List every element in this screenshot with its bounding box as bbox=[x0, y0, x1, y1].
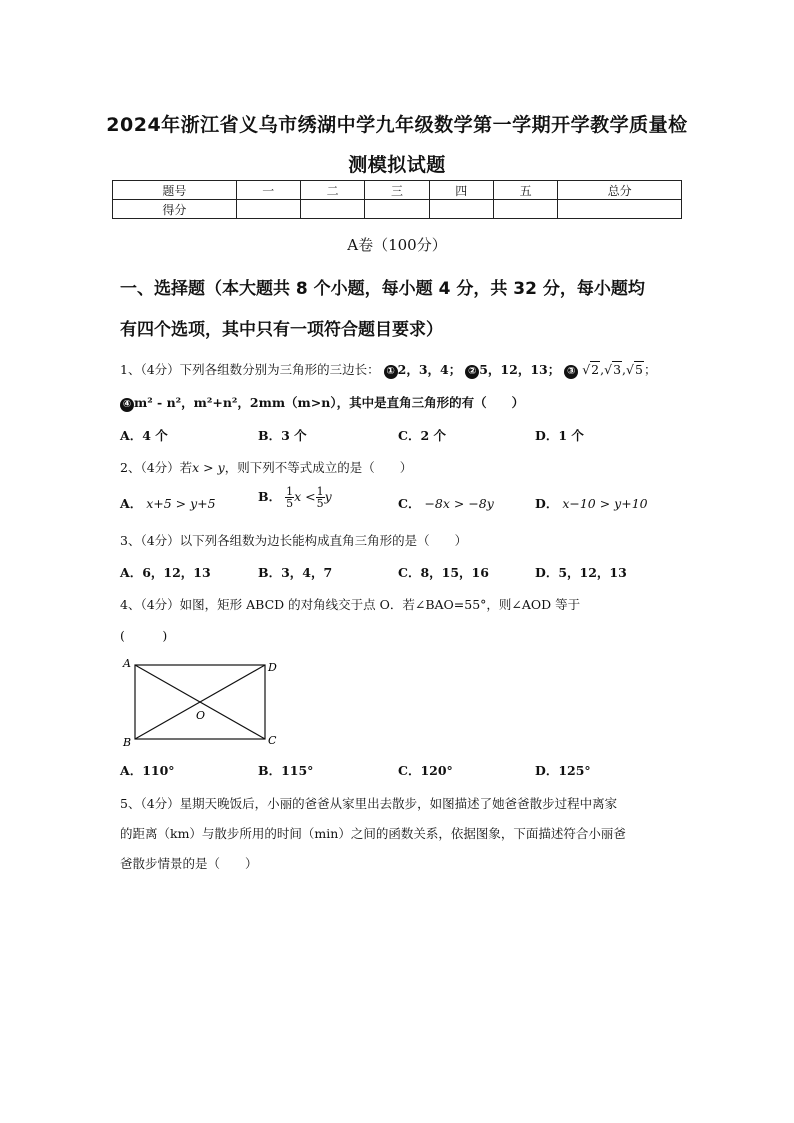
score-cell[interactable] bbox=[300, 200, 364, 219]
q3-option-a[interactable]: A．6，12，13 bbox=[120, 565, 211, 580]
q2-option-d-math: x−10 > y+10 bbox=[562, 496, 648, 511]
circled-4-icon: ④ bbox=[120, 398, 134, 412]
q4-option-a[interactable]: A．110° bbox=[120, 763, 175, 778]
score-table-header-row bbox=[113, 181, 682, 200]
q1-group1: 2，3，4； bbox=[397, 362, 462, 377]
q1-group3: √2,√3,√5； bbox=[582, 362, 657, 377]
circled-2-icon: ② bbox=[465, 365, 479, 379]
q1-option-c[interactable]: C．2 个 bbox=[398, 428, 446, 443]
score-cell[interactable] bbox=[558, 200, 682, 219]
q4-stem-line2: ( ) bbox=[120, 628, 168, 643]
section-a-heading: A卷（100分） bbox=[347, 236, 447, 254]
q5-stem-line1: 5、（4分）星期天晚饭后，小丽的爸爸从家里出去散步，如图描述了她爸爸散步过程中离家 bbox=[120, 796, 618, 811]
q3-option-c[interactable]: C．8，15，16 bbox=[398, 565, 489, 580]
q1-option-a[interactable]: A．4 个 bbox=[120, 428, 168, 443]
score-row-label: 得分 bbox=[113, 200, 237, 219]
frac-numerator: 1 bbox=[286, 485, 294, 498]
score-cell[interactable] bbox=[365, 200, 429, 219]
q1-group2: 5，12，13； bbox=[479, 362, 561, 377]
q1-option-d[interactable]: D．1 个 bbox=[535, 428, 584, 443]
score-header-cell: 五 bbox=[493, 181, 557, 200]
score-table bbox=[112, 180, 682, 219]
q4-option-c[interactable]: C．120° bbox=[398, 763, 453, 778]
q1-stem-line2 bbox=[120, 393, 524, 412]
q1-option-b[interactable]: B．3 个 bbox=[258, 428, 307, 443]
q2-option-a-label: A． bbox=[120, 496, 143, 511]
q2-option-c-label: C． bbox=[398, 496, 421, 511]
q2-option-d-label: D． bbox=[535, 496, 559, 511]
q1-root-3: 5 bbox=[634, 362, 643, 377]
score-header-cell: 一 bbox=[236, 181, 300, 200]
q2-option-b[interactable] bbox=[258, 486, 332, 509]
score-cell[interactable] bbox=[429, 200, 493, 219]
q3-stem: 3、（4分）以下列各组数为边长能构成直角三角形的是（ ） bbox=[120, 533, 468, 548]
q2-stem-math: x > y bbox=[192, 460, 225, 475]
label-c: C bbox=[268, 734, 277, 747]
q2-option-b-frac2 bbox=[316, 486, 325, 509]
q2-stem-pre: 2、（4分）若 bbox=[120, 460, 193, 475]
q1-stem: 1、（4分）下列各组数分别为三角形的三边长： bbox=[120, 362, 380, 377]
doc-title-line2: 测模拟试题 bbox=[348, 154, 446, 176]
score-header-cell: 二 bbox=[300, 181, 364, 200]
score-header-cell: 题号 bbox=[113, 181, 237, 200]
score-header-cell: 四 bbox=[429, 181, 493, 200]
q3-option-b[interactable]: B．3，4，7 bbox=[258, 565, 333, 580]
label-a: A bbox=[123, 657, 131, 670]
frac-denominator: 5 bbox=[316, 497, 324, 510]
q2-option-a[interactable] bbox=[120, 494, 216, 512]
score-header-cell: 总分 bbox=[558, 181, 682, 200]
q1-root-1: 2 bbox=[591, 362, 600, 377]
q2-option-b-x: x < bbox=[294, 489, 316, 504]
circled-1-icon: ① bbox=[384, 365, 398, 379]
q2-option-c-math: −8x > −8y bbox=[424, 496, 494, 511]
frac-denominator: 5 bbox=[286, 497, 294, 510]
q1-stem-line1 bbox=[120, 360, 656, 379]
part1-heading-line2: 有四个选项，其中只有一项符合题目要求） bbox=[120, 320, 443, 340]
q1-group4: m² - n²，m²+n²，2mm（m>n），其中是直角三角形的有（ ） bbox=[134, 395, 525, 410]
q2-option-d[interactable] bbox=[535, 494, 648, 512]
q4-stem: 4、（4分）如图，矩形 ABCD 的对角线交于点 O．若∠BAO=55°，则∠AOD 等于 bbox=[120, 597, 581, 612]
label-d: D bbox=[268, 661, 277, 674]
score-cell[interactable] bbox=[493, 200, 557, 219]
score-cell[interactable] bbox=[236, 200, 300, 219]
score-table-score-row bbox=[113, 200, 682, 219]
q1-root-2: 3 bbox=[613, 362, 622, 377]
q4-option-b[interactable]: B．115° bbox=[258, 763, 314, 778]
q4-option-d[interactable]: D．125° bbox=[535, 763, 591, 778]
label-b: B bbox=[123, 736, 132, 749]
q2-option-b-frac1 bbox=[285, 486, 294, 509]
doc-title-line1: 2024年浙江省义乌市绣湖中学九年级数学第一学期开学教学质量检 bbox=[106, 114, 688, 136]
q5-stem-line3: 爸散步情景的是（ ） bbox=[120, 856, 258, 871]
q2-stem bbox=[120, 458, 412, 476]
part1-heading-line1: 一、选择题（本大题共 8 个小题，每小题 4 分，共 32 分，每小题均 bbox=[120, 279, 645, 299]
rectangle-diagonals-figure bbox=[118, 655, 288, 750]
label-o: O bbox=[196, 709, 206, 722]
q2-option-a-math: x+5 > y+5 bbox=[146, 496, 216, 511]
q5-stem-line2: 的距离（km）与散步所用的时间（min）之间的函数关系，依据图象，下面描述符合小丽爸 bbox=[120, 826, 626, 841]
q2-option-b-y: y bbox=[324, 489, 332, 504]
q3-option-d[interactable]: D．5，12，13 bbox=[535, 565, 627, 580]
frac-numerator: 1 bbox=[316, 485, 324, 498]
q2-option-c[interactable] bbox=[398, 494, 494, 512]
score-header-cell: 三 bbox=[365, 181, 429, 200]
q2-stem-post: ，则下列不等式成立的是（ ） bbox=[224, 460, 413, 475]
circled-3-icon: ③ bbox=[564, 365, 578, 379]
q2-option-b-label: B． bbox=[258, 489, 282, 504]
